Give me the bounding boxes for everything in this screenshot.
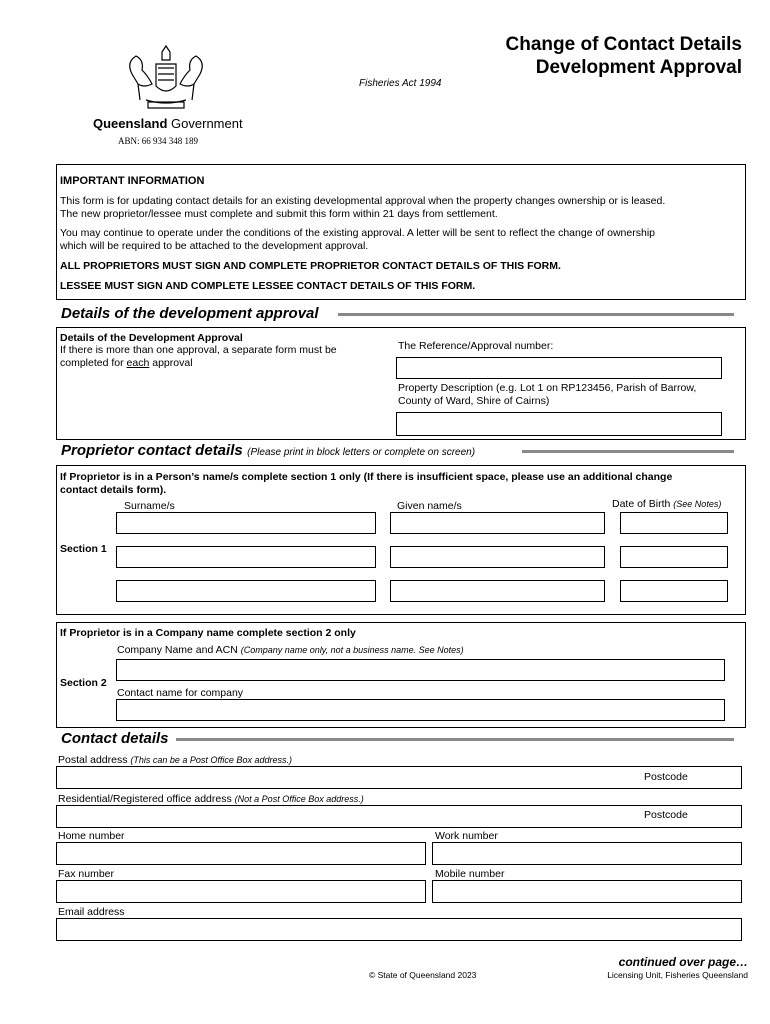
approval-box-text-line2 [60,357,193,369]
postal-address-label [58,754,292,766]
proprietor-section-header [61,442,475,460]
surname-input-1[interactable] [116,512,376,534]
date-of-birth-input-2[interactable] [620,546,728,568]
contact-name-input[interactable] [116,699,725,721]
licensing-unit: Licensing Unit, Fisheries Queensland [607,970,748,980]
mobile-number-input[interactable] [432,880,742,903]
company-name-hint: (Company name only, not a business name. See Notes) [240,645,464,655]
act-name: Fisheries Act 1994 [359,78,442,89]
important-para2-line1: You may continue to operate under the conditions of the existing approval. A letter will be sent to reflect the change of ownership [60,227,655,239]
surname-label: Surname/s [124,500,175,512]
home-number-input[interactable] [56,842,426,865]
work-number-input[interactable] [432,842,742,865]
given-name-input-3[interactable] [390,580,605,602]
section1-label: Section 1 [60,543,107,555]
approval-section-rule [338,313,734,316]
approval-box-text-each: each [126,357,150,369]
reference-number-input[interactable] [396,357,722,379]
email-address-label: Email address [58,906,125,918]
abn-number: ABN: 66 934 348 189 [118,136,199,146]
approval-box-text-line1: If there is more than one approval, a separate form must be [60,344,337,356]
postal-address-input[interactable] [56,766,742,789]
given-name-input-1[interactable] [390,512,605,534]
date-of-birth-label [612,498,721,510]
section2-label: Section 2 [60,677,107,689]
fax-number-label: Fax number [58,868,115,880]
dob-hint: (See Notes) [673,499,722,509]
proprietor-section-rule [522,450,734,453]
date-of-birth-input-3[interactable] [620,580,728,602]
postal-address-hint: (This can be a Post Office Box address.) [130,755,292,765]
residential-postcode-label: Postcode [644,809,688,821]
residential-address-hint: (Not a Post Office Box address.) [234,794,364,804]
important-para2-line2: which will be required to be attached to the development approval. [60,240,369,252]
important-para1-line2: The new proprietor/lessee must complete and submit this form within 21 days from settlement. [60,208,498,220]
residential-address-label [58,793,364,805]
approval-box-heading: Details of the Development Approval [60,332,243,344]
continued-over-page: continued over page… [618,955,748,969]
dob-label-text: Date of Birth [612,498,671,510]
approval-box-text-pre: completed for [60,357,127,369]
property-description-input[interactable] [396,412,722,436]
important-notice-lessee: LESSEE MUST SIGN AND COMPLETE LESSEE CONTACT DETAILS OF THIS FORM. [60,280,476,292]
company-name-label-text: Company Name and ACN [117,644,238,656]
copyright: © State of Queensland 2023 [369,970,477,980]
surname-input-3[interactable] [116,580,376,602]
company-name-label [117,644,464,656]
date-of-birth-input-1[interactable] [620,512,728,534]
section1-heading-line1: If Proprietor is in a Person’s name/s complete section 1 only (If there is insufficient space, please use an additional change [60,471,673,483]
email-address-input[interactable] [56,918,742,941]
important-heading: IMPORTANT INFORMATION [60,175,205,187]
residential-address-input[interactable] [56,805,742,828]
residential-address-label-text: Residential/Registered office address [58,793,232,805]
property-description-label-line1: Property Description (e.g. Lot 1 on RP123456, Parish of Barrow, [398,382,697,394]
reference-number-label: The Reference/Approval number: [398,340,554,352]
mobile-number-label: Mobile number [435,868,505,880]
important-notice-proprietors: ALL PROPRIETORS MUST SIGN AND COMPLETE PROPRIETOR CONTACT DETAILS OF THIS FORM. [60,260,561,272]
company-name-input[interactable] [116,659,725,681]
government-suffix: Government [171,116,243,131]
contact-section-title: Contact details [61,730,169,747]
queensland-coat-of-arms [118,44,214,118]
important-para1-line1: This form is for updating contact details for an existing developmental approval when the property changes ownership or is leased. [60,195,666,207]
proprietor-section-hint: (Please print in block letters or complete on screen) [247,447,476,458]
approval-box-text-post: approval [149,357,193,369]
government-name: Queensland [93,116,168,131]
form-title-line2: Development Approval [535,57,742,78]
government-wordmark [93,116,243,131]
given-name-input-2[interactable] [390,546,605,568]
form-title-line1: Change of Contact Details [505,34,742,55]
home-number-label: Home number [58,830,125,842]
contact-section-rule [176,738,734,741]
surname-input-2[interactable] [116,546,376,568]
postal-postcode-label: Postcode [644,771,688,783]
fax-number-input[interactable] [56,880,426,903]
property-description-label-line2: County of Ward, Shire of Cairns) [398,395,550,407]
proprietor-section-title: Proprietor contact details [61,442,243,459]
work-number-label: Work number [435,830,498,842]
section2-heading: If Proprietor is in a Company name complete section 2 only [60,627,356,639]
postal-address-label-text: Postal address [58,754,128,766]
approval-section-title: Details of the development approval [61,305,319,322]
contact-name-label: Contact name for company [117,687,244,699]
given-name-label: Given name/s [397,500,462,512]
section1-heading-line2: contact details form). [60,484,167,496]
